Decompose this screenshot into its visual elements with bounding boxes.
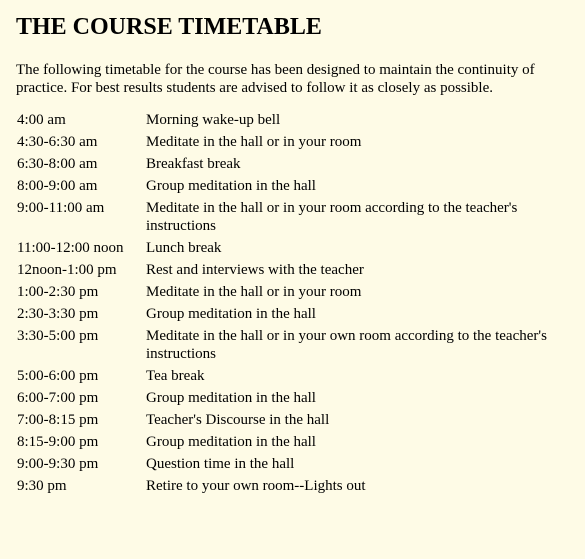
time-cell: 11:00-12:00 noon bbox=[17, 240, 124, 256]
activity-cell: Group meditation in the hall bbox=[146, 306, 316, 322]
table-row bbox=[16, 411, 571, 433]
activity-cell: Meditate in the hall or in your own room according to the teacher's instructions bbox=[146, 328, 547, 362]
table-row bbox=[16, 261, 571, 283]
time-cell: 12noon-1:00 pm bbox=[17, 262, 117, 278]
timetable bbox=[16, 111, 571, 499]
table-row bbox=[16, 133, 571, 155]
activity-cell: Breakfast break bbox=[146, 156, 241, 172]
table-row bbox=[16, 239, 571, 261]
time-cell: 9:00-11:00 am bbox=[17, 200, 105, 216]
table-row bbox=[16, 389, 571, 411]
table-row bbox=[16, 199, 571, 239]
time-cell: 8:15-9:00 pm bbox=[17, 434, 99, 450]
intro-paragraph: The following timetable for the course has been designed to maintain the continuity of practice. For best results students are advised to follow it as closely as possible. bbox=[16, 62, 535, 96]
activity-cell: Group meditation in the hall bbox=[146, 434, 316, 450]
table-row bbox=[16, 305, 571, 327]
activity-cell: Morning wake-up bell bbox=[146, 112, 281, 128]
table-row bbox=[16, 327, 571, 367]
table-row bbox=[16, 367, 571, 389]
table-row bbox=[16, 155, 571, 177]
time-cell: 6:00-7:00 pm bbox=[17, 390, 99, 406]
time-cell: 4:30-6:30 am bbox=[17, 134, 98, 150]
activity-cell: Meditate in the hall or in your room bbox=[146, 284, 362, 300]
activity-cell: Meditate in the hall or in your room bbox=[146, 134, 362, 150]
table-row bbox=[16, 477, 571, 499]
activity-cell: Group meditation in the hall bbox=[146, 178, 316, 194]
activity-cell: Question time in the hall bbox=[146, 456, 295, 472]
time-cell: 2:30-3:30 pm bbox=[17, 306, 99, 322]
table-row bbox=[16, 283, 571, 305]
activity-cell: Group meditation in the hall bbox=[146, 390, 316, 406]
activity-cell: Retire to your own room--Lights out bbox=[146, 478, 366, 494]
activity-cell: Tea break bbox=[146, 368, 205, 384]
time-cell: 1:00-2:30 pm bbox=[17, 284, 99, 300]
activity-cell: Rest and interviews with the teacher bbox=[146, 262, 364, 278]
time-cell: 8:00-9:00 am bbox=[17, 178, 98, 194]
activity-cell: Lunch break bbox=[146, 240, 222, 256]
activity-cell: Teacher's Discourse in the hall bbox=[146, 412, 330, 428]
time-cell: 7:00-8:15 pm bbox=[17, 412, 99, 428]
table-row bbox=[16, 177, 571, 199]
page-title: THE COURSE TIMETABLE bbox=[16, 14, 322, 40]
table-row bbox=[16, 433, 571, 455]
time-cell: 3:30-5:00 pm bbox=[17, 328, 99, 344]
table-row bbox=[16, 111, 571, 133]
activity-cell: Meditate in the hall or in your room according to the teacher's instructions bbox=[146, 200, 518, 234]
table-row bbox=[16, 455, 571, 477]
time-cell: 5:00-6:00 pm bbox=[17, 368, 99, 384]
time-cell: 4:00 am bbox=[17, 112, 66, 128]
time-cell: 9:00-9:30 pm bbox=[17, 456, 99, 472]
time-cell: 6:30-8:00 am bbox=[17, 156, 98, 172]
time-cell: 9:30 pm bbox=[17, 478, 67, 494]
